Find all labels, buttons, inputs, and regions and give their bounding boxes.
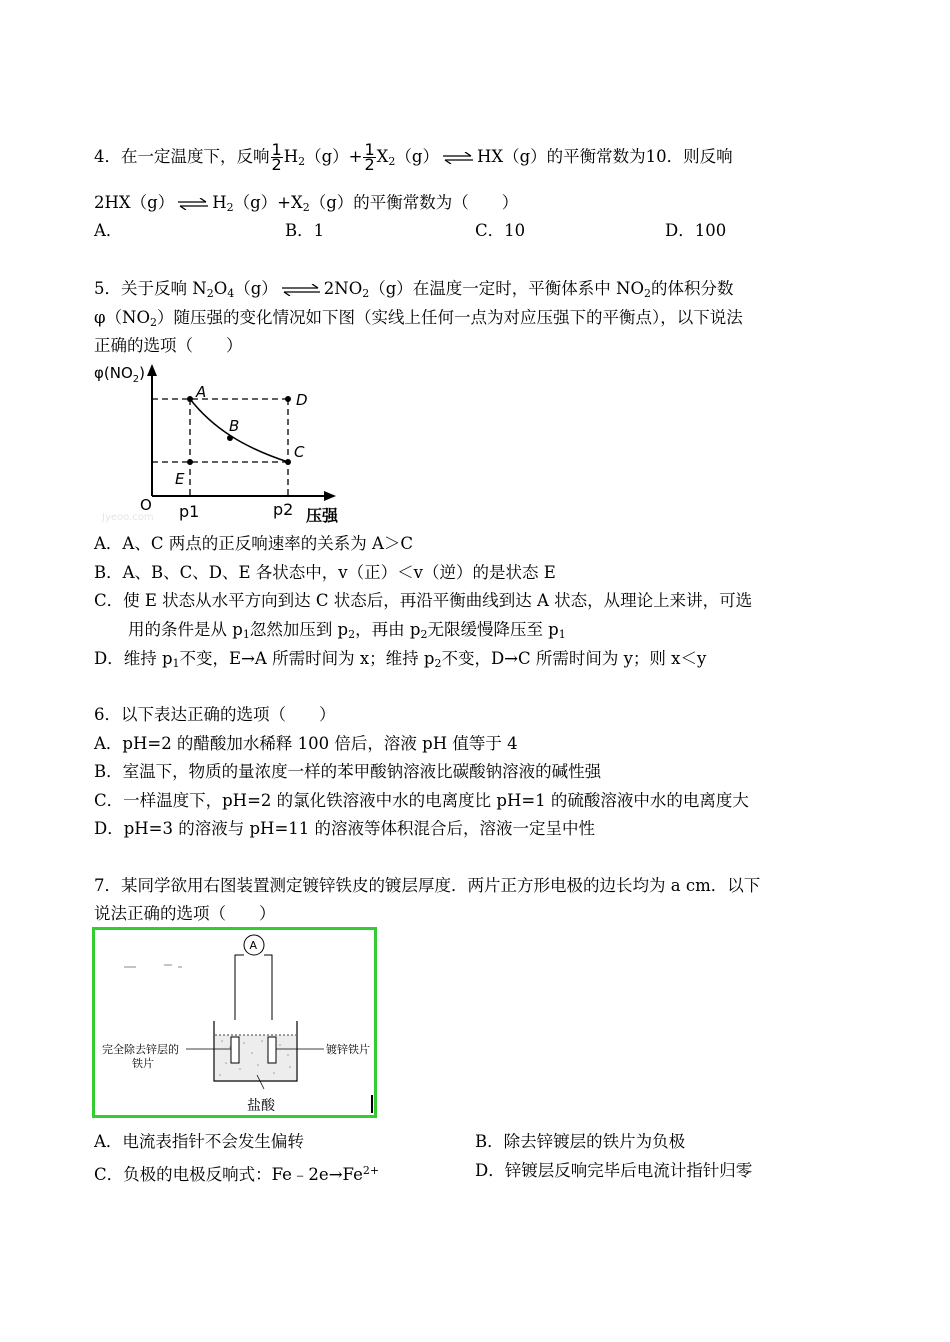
point-d [285,396,291,402]
q5-option-a[interactable]: A．A、C 两点的正反响速率的关系为 A＞C [94,534,413,553]
q4-option-d[interactable]: D．100 [665,221,727,240]
x-axis-arrow-icon [324,491,336,501]
q5-pressure-chart [92,362,362,527]
equilibrium-arrow-icon [178,198,208,210]
q5-option-d[interactable]: D．维持 $p_1$不变，E→A 所需时间为 x；维持 $p_2$不变，D→C 所需时间为 y；则 x＜y [94,649,707,670]
q4-stem-line2: 2HX（g） $H_2(g)+X_2(g)$的平衡常数为（ ） [94,193,519,214]
label-a: A [196,383,207,401]
q4-fraction-1: $\frac{1}{2}$ [271,140,282,174]
point-e [187,459,193,465]
label-galvanized-sheet: 镀锌铁片 [326,1043,370,1056]
q5-option-b[interactable]: B．A、B、C、D、E 各状态中，v（正）＜v（逆）的是状态 E [94,563,556,582]
q4-option-b[interactable]: B．1 [285,221,325,240]
q7-stem-line2: 说法正确的选项（ ） [94,904,276,923]
label-c: C [294,443,305,461]
q6-option-b[interactable]: B．室温下，物质的量浓度一样的苯甲酸钠溶液比碳酸钠溶液的碱性强 [94,762,602,781]
label-b: B [229,417,240,435]
q4-option-c[interactable]: C．10 [475,221,526,240]
q5-stem-line2: $\varphi(NO_2)$随压强的变化情况如下图（实线上任何一点为对应压强下的平衡点），以下说法 [94,308,743,329]
hydrochloric-acid [215,1035,296,1080]
q6-option-d[interactable]: D．pH=3 的溶液与 pH=11 的溶液等体积混合后，溶液一定呈中性 [94,819,596,838]
q4-fraction-2: $\frac{1}{2}$ [364,140,375,174]
q5-stem-line1: 5．关于反响 $N_2O_4(g)$ $2NO_2(g)$在温度一定时，平衡体系中 $NO_2$的体积分数 [94,279,734,300]
q4-prefix: 4．在一定温度下，反响 [94,147,270,166]
chart-xlabel: 压强 [306,506,339,525]
x-tick-p1: p1 [179,502,200,521]
q4-option-a[interactable]: A． [94,221,123,240]
y-axis-arrow-icon [147,364,157,376]
equilibrium-arrow-icon [282,284,320,296]
q7-option-a[interactable]: A．电流表指针不会发生偏转 [94,1132,304,1151]
label-hydrochloric-acid: 盐酸 [247,1098,275,1114]
svg-text:A: A [249,939,258,952]
q7-option-c[interactable]: C．负极的电极反响式：$Fe﹣2e\to Fe^{2+}$ [94,1164,380,1184]
q5-stem-line3: 正确的选项（ ） [94,336,243,355]
chart-watermark: Jyeoo.com [102,512,154,523]
chart-ylabel: $\varphi(NO_2)$ [94,364,146,385]
q7-stem-line1: 7．某同学欲用右图装置测定镀锌铁皮的镀层厚度．两片正方形电极的边长均为 a cm．以下 [94,876,761,895]
q7-option-b[interactable]: B．除去锌镀层的铁片为负极 [475,1132,686,1151]
left-electrode [231,1037,239,1063]
point-c [285,459,291,465]
label-iron-sheet-2: 铁片 [132,1057,154,1070]
q6-option-c[interactable]: C．一样温度下，pH=2 的氯化铁溶液中水的电离度比 pH=1 的硫酸溶液中水的电离度大 [94,791,749,810]
q7-apparatus-figure [92,927,378,1119]
q7-option-d[interactable]: D．锌镀层反响完毕后电流计指针归零 [475,1161,753,1180]
chart-origin: O [140,496,152,514]
q6-option-a[interactable]: A．pH=2 的醋酸加水稀释 100 倍后，溶液 pH 值等于 4 [94,734,518,753]
equilibrium-arrow-icon [443,152,473,164]
right-electrode [268,1037,276,1063]
q4-stem-line1: 4．在一定温度下，反响 $\frac{1}{2}$ $H_2(g)+$ $\frac{1}{2}$ $X_2(g)$ HX（g）的平衡常数为10．则反响 [94,140,733,174]
x-tick-p2: p2 [273,500,294,519]
q5-option-c[interactable]: C．使 E 状态从水平方向到达 C 状态后，再沿平衡曲线到达 A 状态，从理论上来讲，可选 [94,591,753,610]
q6-stem: 6．以下表达正确的选项（ ） [94,705,336,724]
label-iron-sheet: 完全除去锌层的 [102,1043,179,1056]
point-a [187,396,193,402]
q5-option-c-cont: 用的条件是从 $p_1$忽然加压到 $p_2$，再由 $p_2$无限缓慢降压至 $p_1$ [128,620,566,641]
label-e: E [175,470,185,488]
point-b [227,435,233,441]
label-d: D [296,391,308,409]
